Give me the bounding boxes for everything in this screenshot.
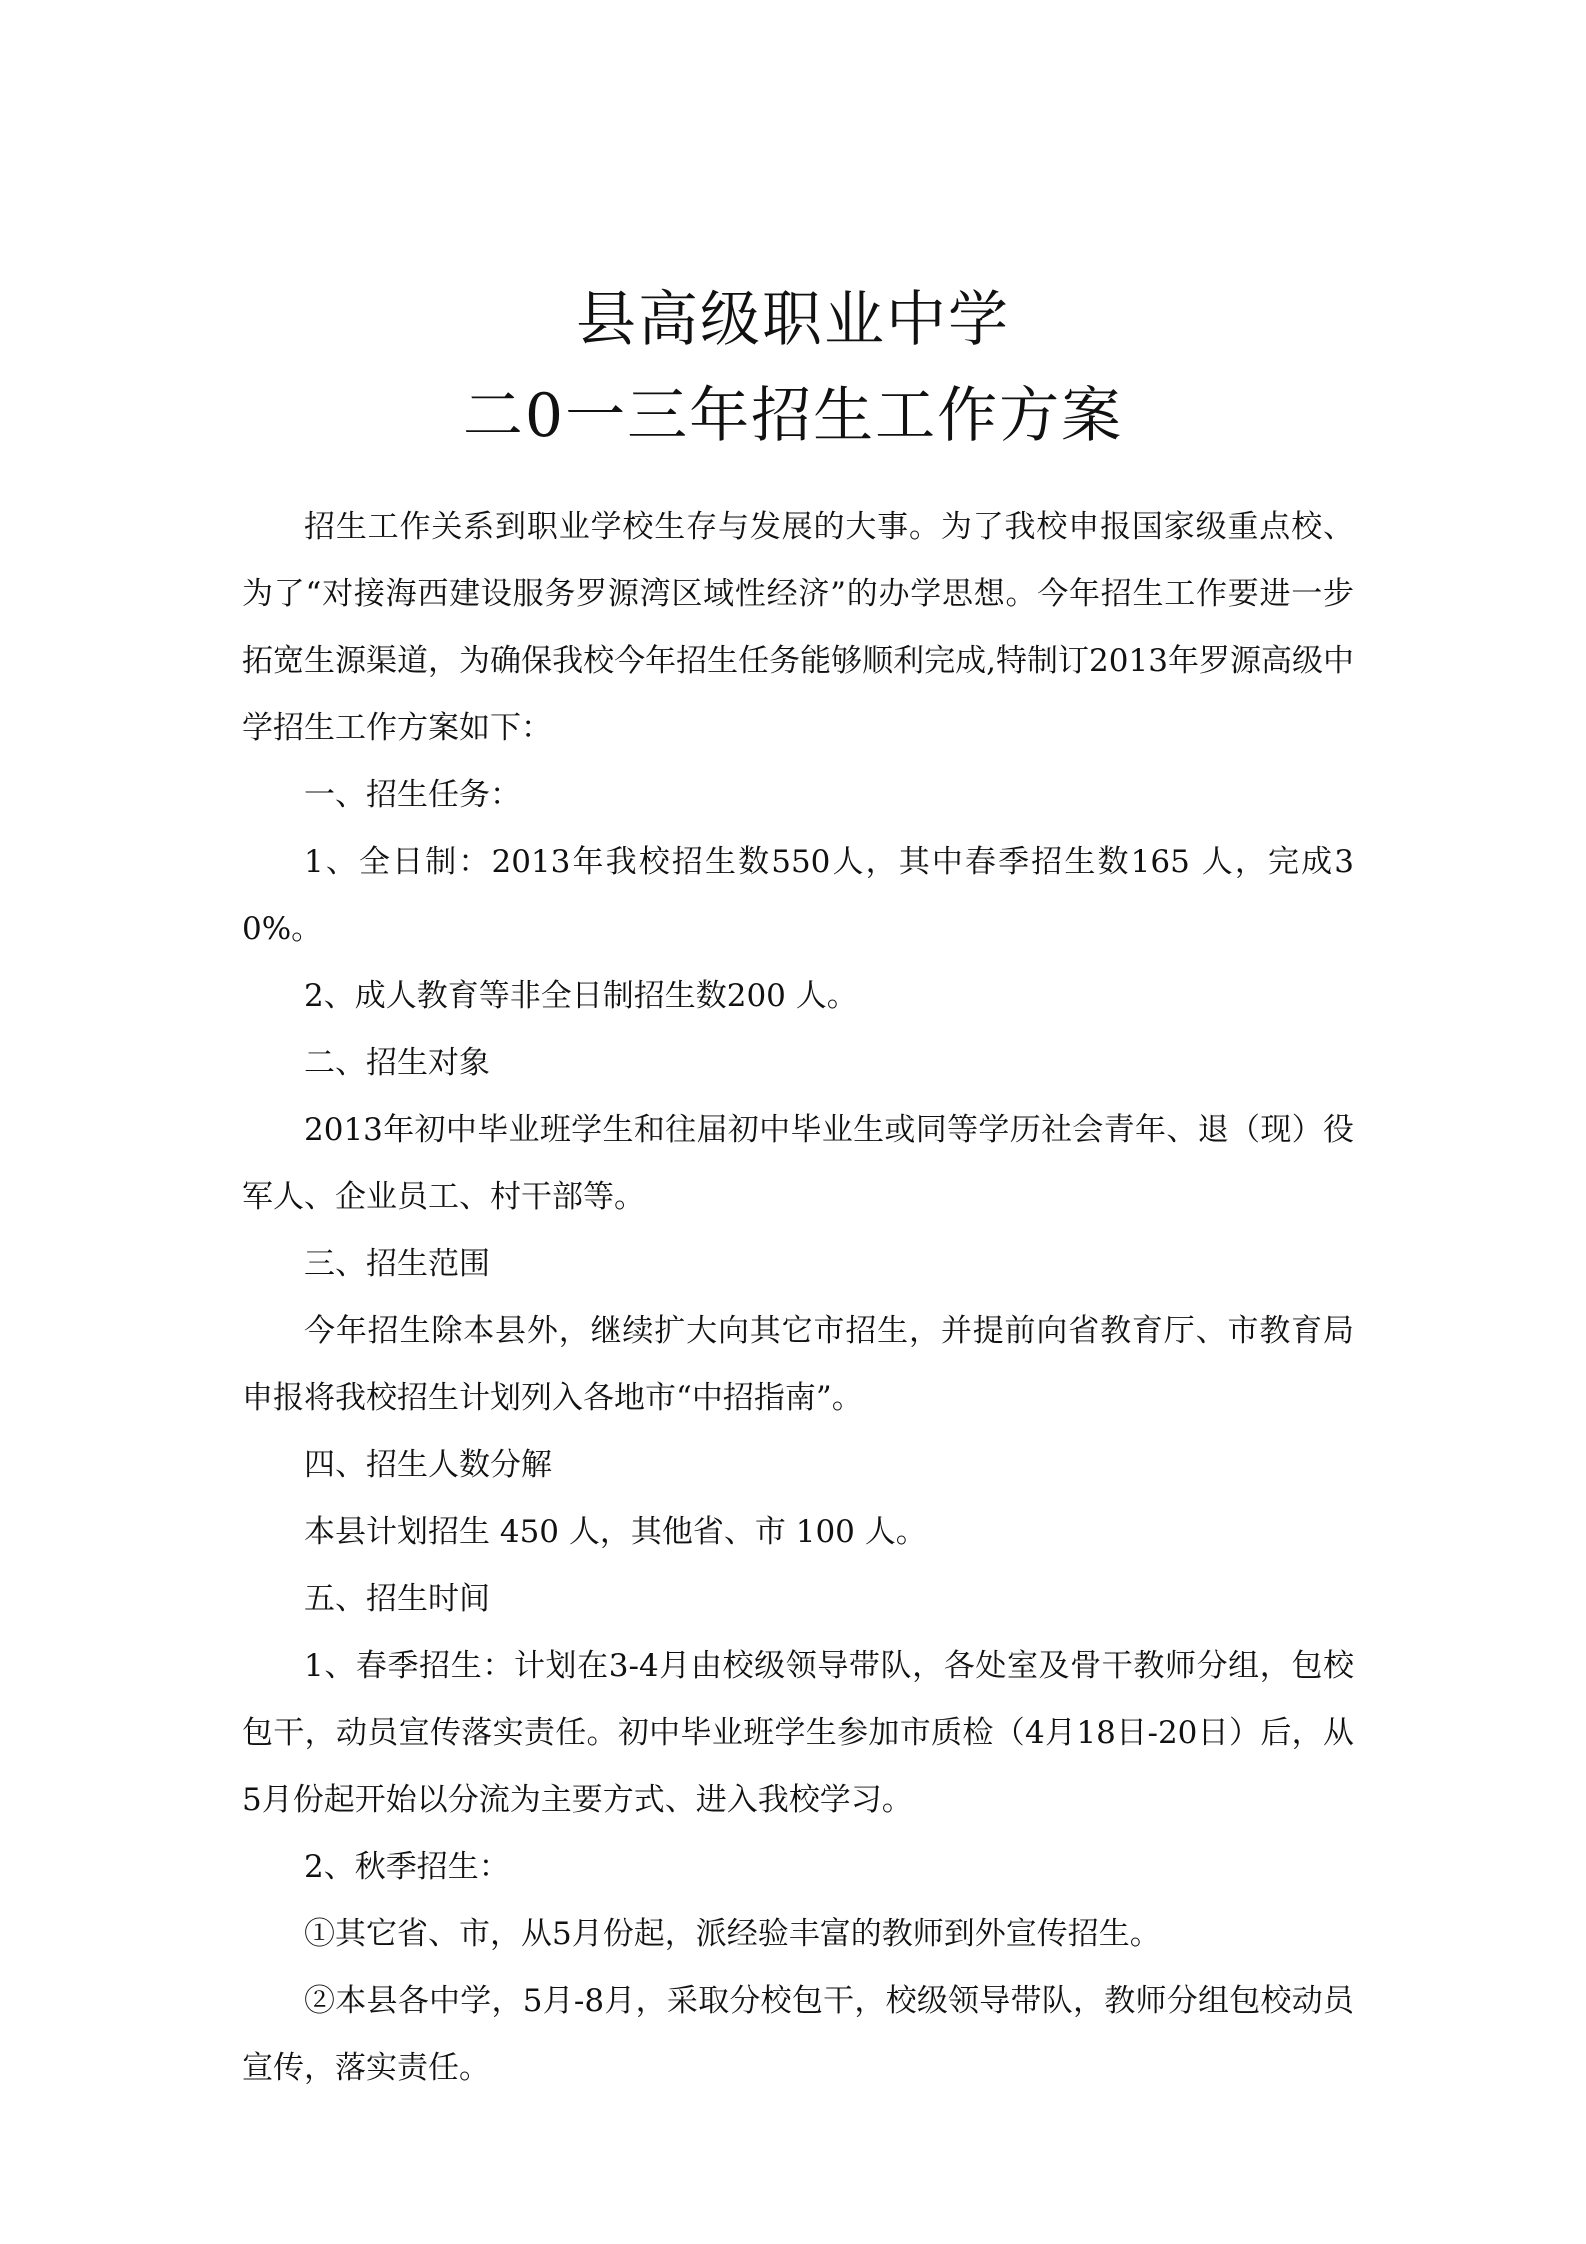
paragraph-scope: 今年招生除本县外，继续扩大向其它市招生，并提前向省教育厅、市教育局申报将我校招生计划列入各地市“中招指南”。	[242, 1313, 1354, 1416]
heading-time: 五、招生时间	[304, 1581, 490, 1617]
paragraph-spring: 1、春季招生：计划在3-4月由校级领导带队，各处室及骨干教师分组，包校包干，动员宣传落实责任。初中毕业班学生参加市质检（4月18日-20日）后，从5月份起开始以分流为主要方式、进入我校学习。	[242, 1648, 1354, 1818]
paragraph-adult-education: 2、成人教育等非全日制招生数200 人。	[304, 978, 858, 1014]
paragraph-target: 2013年初中毕业班学生和往届初中毕业生或同等学历社会青年、退（现）役军人、企业员工、村干部等。	[242, 1112, 1354, 1215]
heading-autumn: 2、秋季招生：	[304, 1849, 510, 1885]
document-body	[242, 494, 1354, 2102]
paragraph-intro: 招生工作关系到职业学校生存与发展的大事。为了我校申报国家级重点校、为了“对接海西建设服务罗源湾区域性经济”的办学思想。今年招生工作要进一步拓宽生源渠道，为确保我校今年招生任务能够顺利完成,特制订2013年罗源高级中学招生工作方案如下：	[242, 509, 1354, 746]
paragraph-quota: 本县计划招生 450 人，其他省、市 100 人。	[304, 1514, 927, 1550]
heading-target: 二、招生对象	[304, 1045, 490, 1081]
title-line-school: 县高级职业中学	[576, 285, 1010, 355]
title-line-plan: 二0一三年招生工作方案	[462, 381, 1124, 451]
heading-quota: 四、招生人数分解	[304, 1447, 552, 1483]
paragraph-autumn-other: ①其它省、市，从5月份起，派经验丰富的教师到外宣传招生。	[304, 1916, 1161, 1952]
paragraph-autumn-local: ②本县各中学，5月-8月，采取分校包干，校级领导带队，教师分组包校动员宣传，落实责任。	[242, 1983, 1354, 2086]
heading-scope: 三、招生范围	[304, 1246, 490, 1282]
paragraph-fulltime: 1、全日制：2013年我校招生数550人，其中春季招生数165 人，完成30%。	[242, 844, 1354, 947]
heading-task: 一、招生任务：	[304, 777, 521, 813]
document-title	[0, 272, 1586, 464]
